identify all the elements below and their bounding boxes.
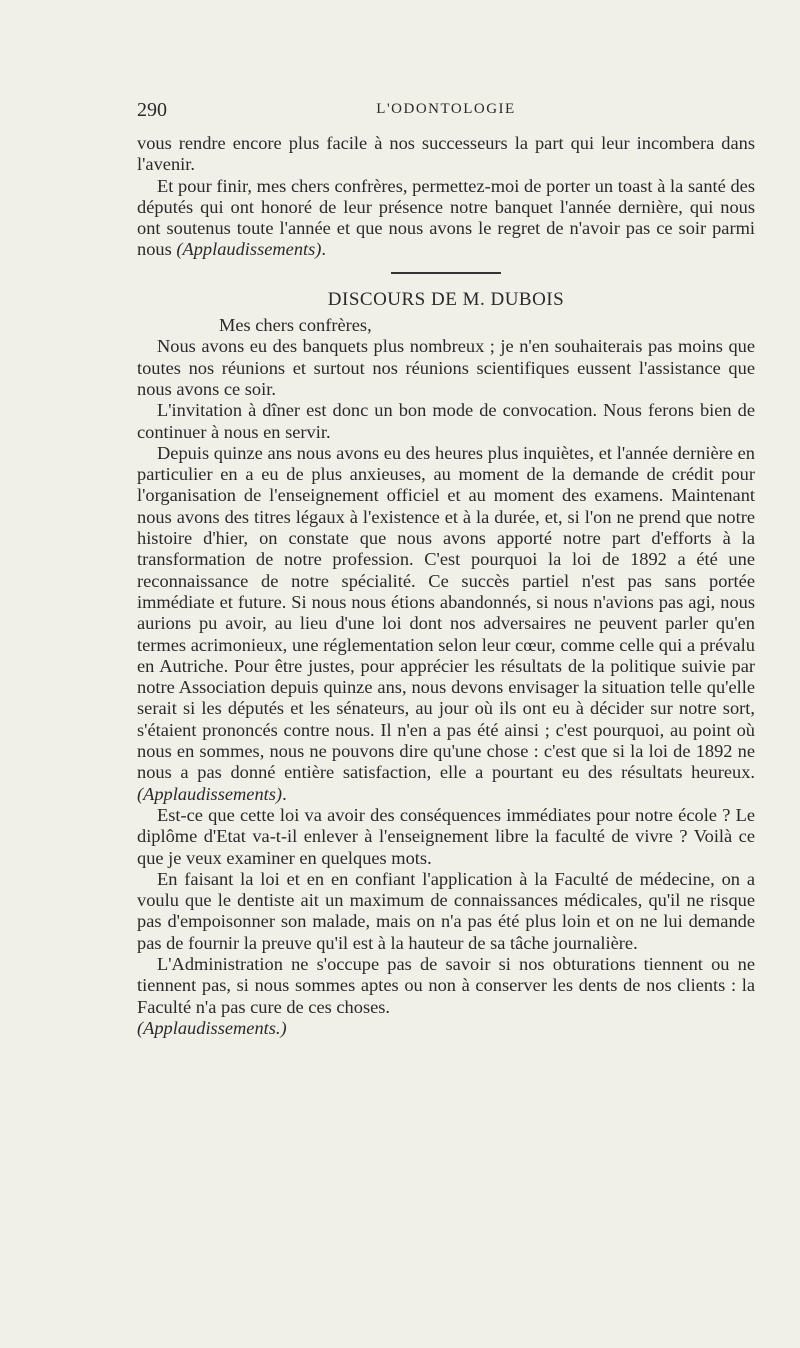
speech-paragraph-6: L'Administration ne s'occupe pas de savoir si nos obturations tiennent ou ne tiennent pas, si nous sommes aptes ou non à conserver les dents de nos clients : la Faculté n'a pas cure de ces choses. xyxy=(137,953,755,1017)
section-divider xyxy=(391,272,501,274)
speech-paragraph-2: L'invitation à dîner est donc un bon mode de convocation. Nous ferons bien de continuer à nous en servir. xyxy=(137,400,755,442)
section-title: DISCOURS DE M. DUBOIS xyxy=(327,288,565,310)
intro-paragraph-continued: vous rendre encore plus facile à nos successeurs la part qui leur incombera dans l'avenir. xyxy=(137,133,755,175)
applause-note: (Applaudissements) xyxy=(137,783,283,804)
page-header xyxy=(137,99,755,125)
page-body xyxy=(137,133,755,1039)
speech-paragraph-3-text: Depuis quinze ans nous avons eu des heures plus inquiètes, et l'année dernière en particulier en a eu de plus anxieuses, au moment de la demande de crédit pour l'organisation de l'enseignement officiel et au moment des examens. Maintenant nous avons des titres légaux à l'existence et à la durée, et, si l'on ne prend que notre histoire d'hier, on constate que nous avons apporté notre part d'efforts à la transformation de notre profession. C'est pourquoi la loi de 1892 a été une reconnaissance de notre spécialité. Ce succès partiel n'est pas sans portée immédiate et future. Si nous nous étions abandonnés, si nous n'avions pas agi, nous aurions pu avoir, au lieu d'une loi dont nos adversaires ne peuvent parler qu'en termes acrimonieux, une réglementation selon leur cœur, comme celle qui a prévalu en Autriche. Pour être justes, pour apprécier les résultats de la politique suivie par notre Association depuis quinze ans, nous devons envisager la situation telle qu'elle serait si les députés et les sénateurs, au jour où ils ont eu à décider sur notre sort, s'étaient prononcés contre nous. Il n'en a pas été ainsi ; c'est pourquoi, au point où nous en sommes, nous ne pouvons dire qu'une chose : c'est que si la loi de 1892 ne nous a pas donné entière satisfaction, elle a pourtant eu des résultats heureux. xyxy=(137,442,755,783)
intro-paragraph-toast xyxy=(137,176,755,261)
intro-toast-end: . xyxy=(321,239,327,260)
speech-paragraph-3 xyxy=(137,443,755,805)
speech-paragraph-4: Est-ce que cette loi va avoir des conséquences immédiates pour notre école ? Le diplôme d'Etat va-t-il enlever à l'enseignement libre la faculté de vivre ? Voilà ce que je veux examiner en quelques mots. xyxy=(137,804,755,868)
applause-note-final xyxy=(137,1018,755,1039)
intro-toast-text: Et pour finir, mes chers confrères, permettez-moi de porter un toast à la santé des députés qui ont honoré de leur présence notre banquet l'année dernière, qui nous ont soutenus toute l'année et que nous avons le regret de n'avoir pas ce soir parmi nous xyxy=(137,175,755,260)
speech-paragraph-1: Nous avons eu des banquets plus nombreux ; je n'en souhaiterais pas moins que toutes nos réunions et surtout nos réunions scientifiques eussent l'assistance que nous avons ce soir. xyxy=(137,336,755,399)
running-title: L'ODONTOLOGIE xyxy=(376,101,516,117)
speech-paragraph-5: En faisant la loi et en en confiant l'application à la Faculté de médecine, on a voulu que le dentiste ait un maximum de connaissances médicales, qu'il ne risque pas d'empoisonner son malade, mais on n'a pas été plus loin et on ne lui demande pas de fournir la preuve qu'il est à la hauteur de sa tâche journalière. xyxy=(137,868,755,953)
applause-note: (Applaudissements.) xyxy=(137,1017,287,1038)
speech-salutation: Mes chers confrères, xyxy=(219,315,372,336)
applause-note: (Applaudissements) xyxy=(176,239,322,260)
speech-paragraph-3-end: . xyxy=(282,783,287,804)
page-number: 290 xyxy=(137,99,167,121)
